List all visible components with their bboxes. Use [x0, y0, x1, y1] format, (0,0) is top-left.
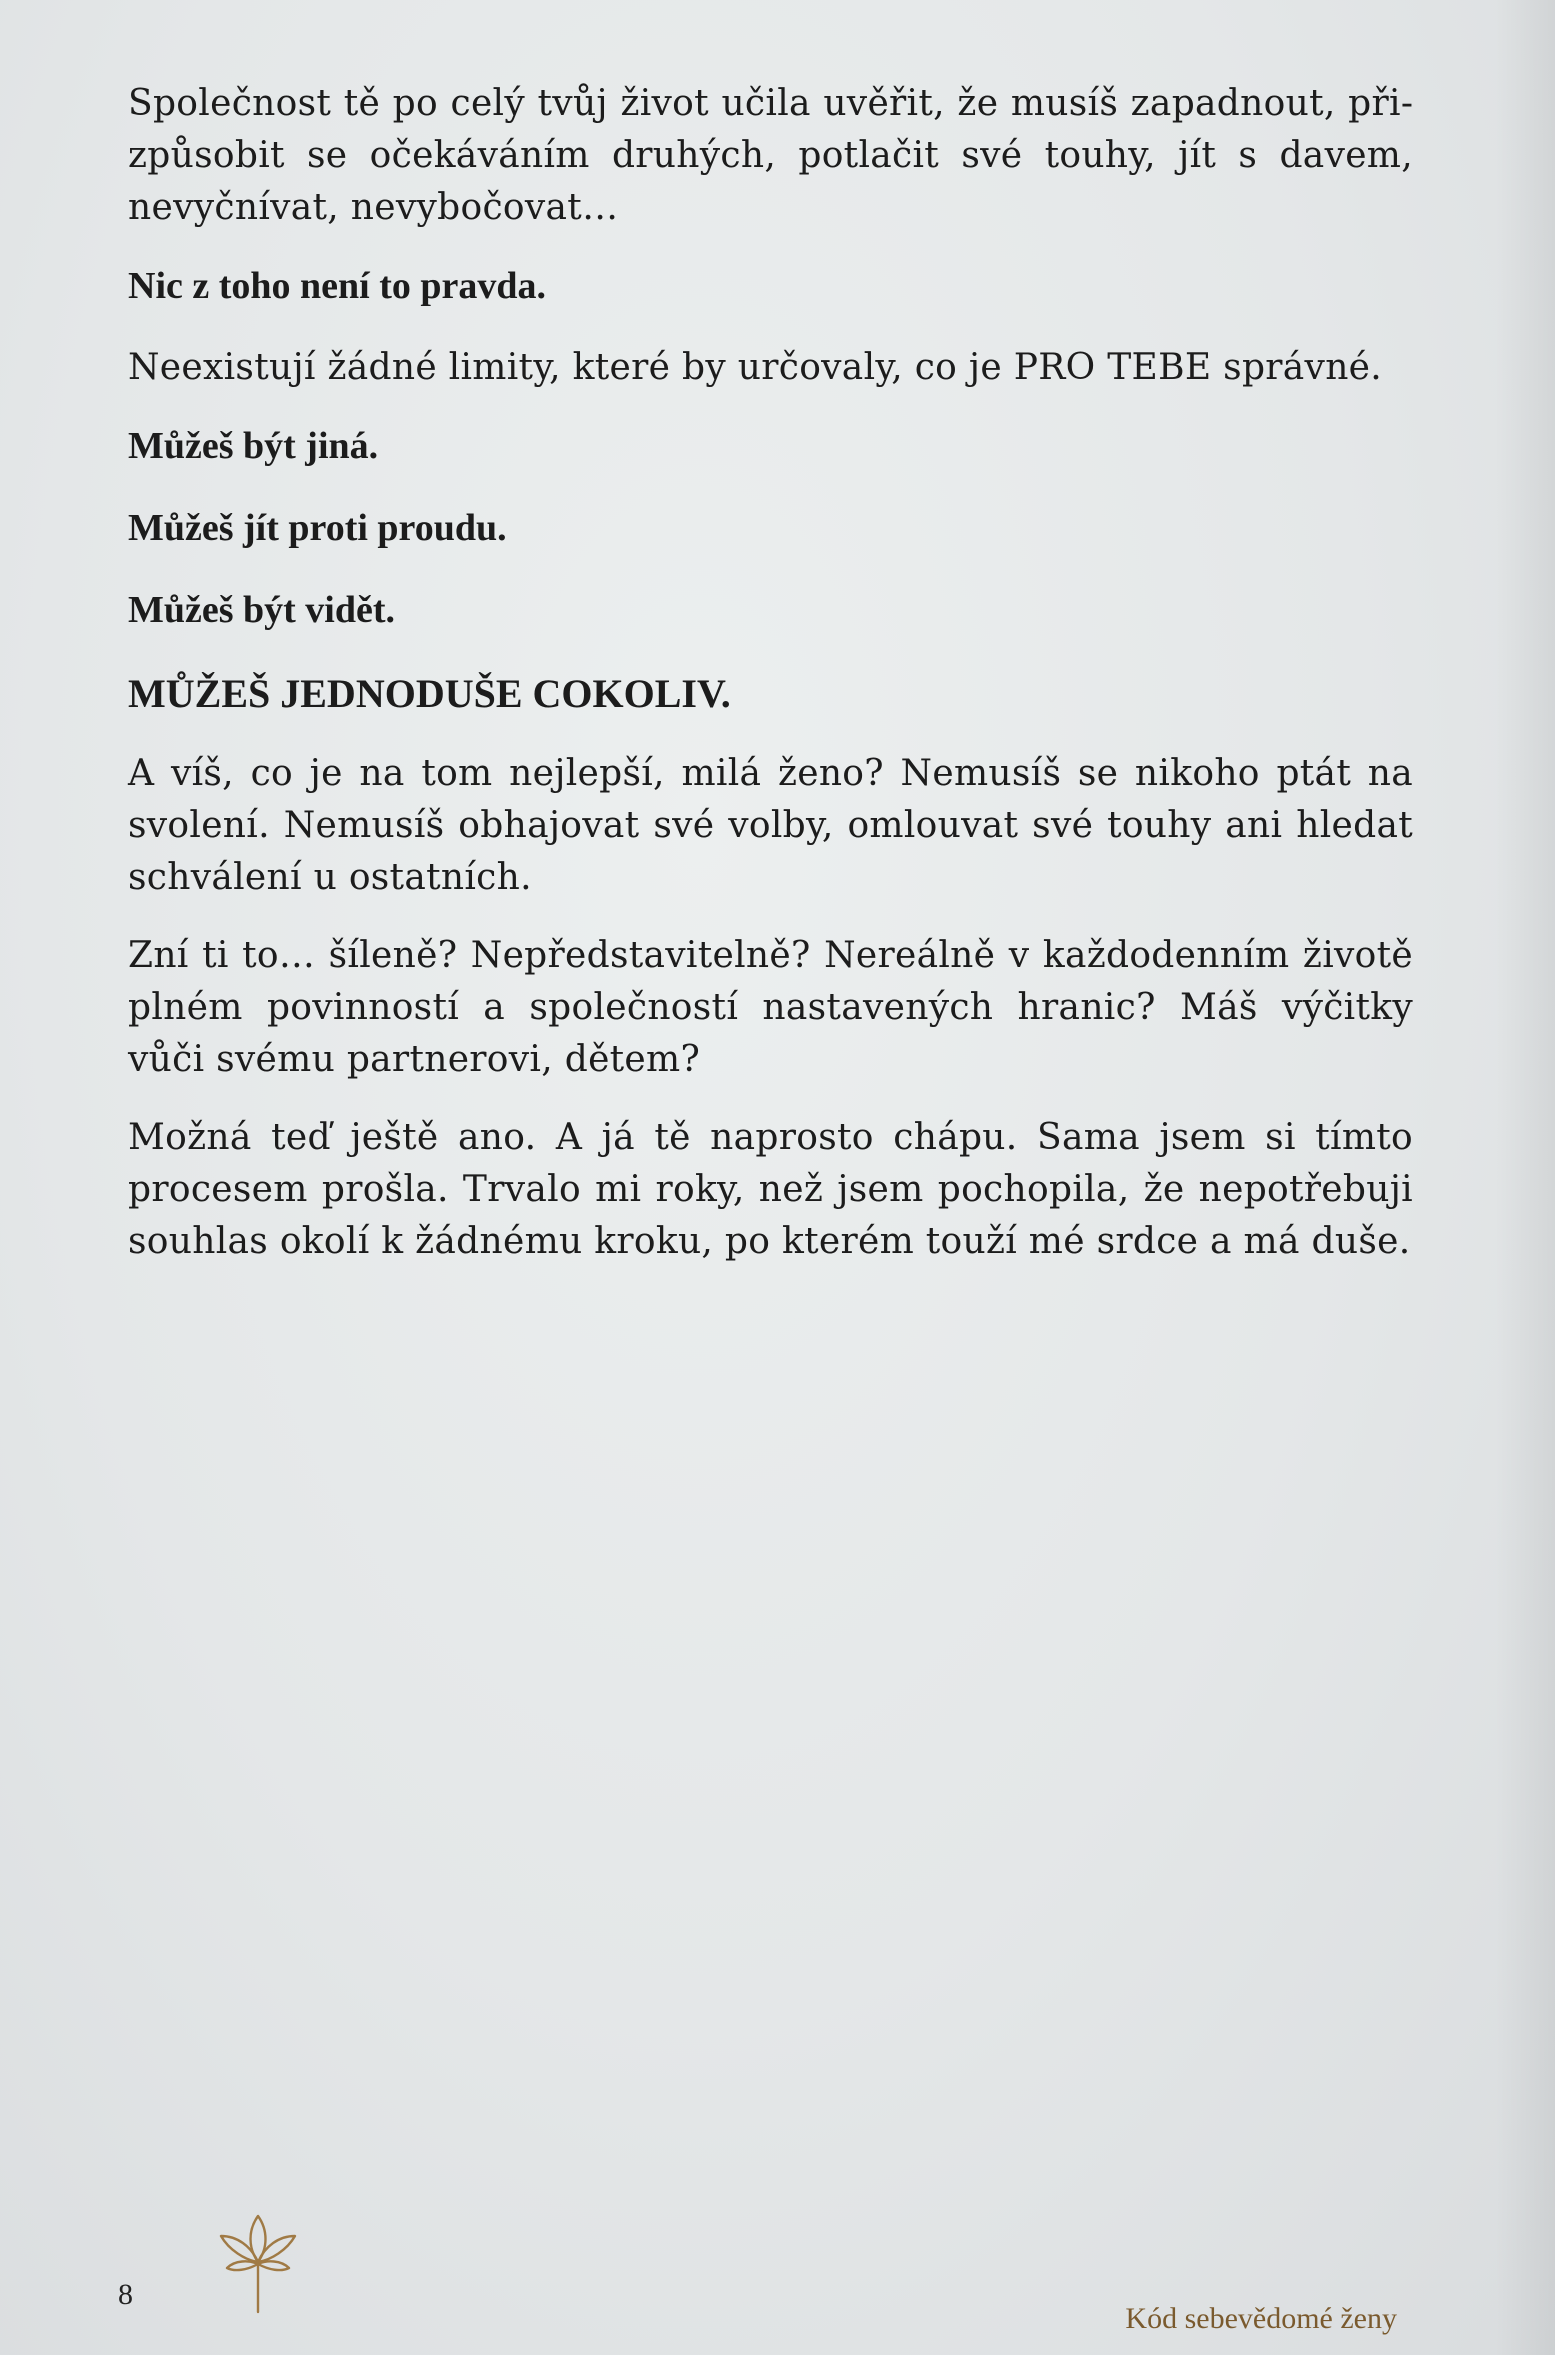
paragraph-limits: Neexistují žádné limity, které by určovaly, co je PRO TEBE správné. [128, 347, 1383, 388]
page-number: 8 [118, 2278, 133, 2311]
running-footer-title: Kód sebevědomé ženy [1125, 2302, 1397, 2335]
paragraph-intro: Společnost tě po celý tvůj život učila uvěřit, že musíš zapadnout, přizpůsobit se očekáváním druhých, potlačit své touhy, jít s davem, nevyčnívat, nevybočovat… [128, 83, 1413, 228]
emphasis-line: Nic z toho není to pravda. [128, 265, 546, 307]
emphasis-line: Můžeš jít proti proudu. [128, 507, 507, 549]
page-edge-shadow [1495, 0, 1555, 2355]
paragraph-questions: Zní ti to… šíleně? Nepředstavitelně? Nereálně v každodenním životě plném povinností a společností nastavených hranic? Máš výčitky vůči svému partnerovi, dětem? [128, 935, 1413, 1080]
lotus-icon [215, 2208, 301, 2318]
paragraph-best-part: A víš, co je na tom nejlepší, milá ženo? Nemusíš se nikoho ptát na svolení. Nemusíš obhajovat své volby, omlouvat své touhy ani hledat schválení u ostatních. [128, 753, 1413, 898]
headline-caps: MŮŽEŠ JEDNODUŠE COKOLIV. [128, 671, 731, 716]
emphasis-line: Můžeš být jiná. [128, 425, 379, 467]
paragraph-closing: Možná teď ještě ano. A já tě naprosto chápu. Sama jsem si tímto procesem prošla. Trvalo mi roky, než jsem pochopila, že nepotřebuji souhlas okolí k žádnému kroku, po kterém touží mé srdce a má duše. [128, 1117, 1413, 1262]
body-text [128, 78, 1413, 1294]
emphasis-line: Můžeš být vidět. [128, 589, 396, 631]
